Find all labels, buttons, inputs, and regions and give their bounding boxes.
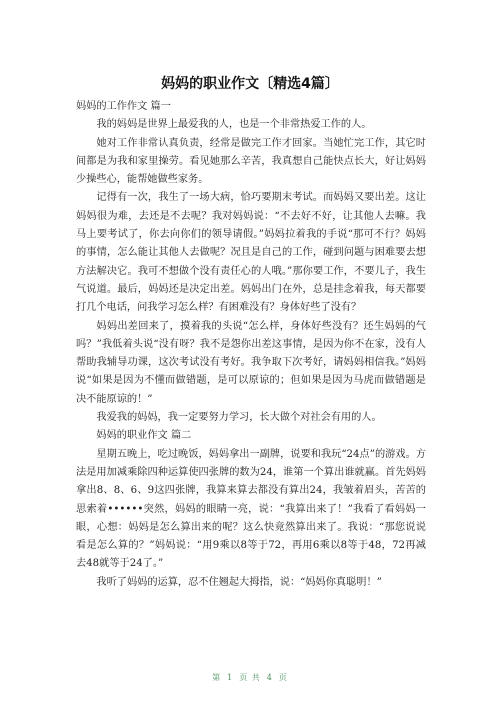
footer-prefix: 第 (212, 673, 222, 682)
footer-suffix: 页 (278, 673, 288, 682)
section-heading-1: 妈妈的工作作文 篇一 (76, 101, 171, 112)
footer-page-number: 1 (227, 673, 234, 682)
paragraph: 我爱我的妈妈，我一定要努力学习，长大做个对社会有用的人。 (96, 412, 382, 424)
footer-total-pages: 4 (266, 673, 273, 682)
section-heading-2: 妈妈的职业作文 篇二 (96, 430, 192, 442)
paragraph: 妈妈出差回来了，摸着我的头说“怎么样，身体好些没有？还生妈妈的气吗？”我低着头说“没有呀？我不是怨你出差这事情，是因为你不在家，没有人帮助我辅导功课，这次考试没有考好。我争取下次考好，请妈妈相信我。”妈妈说“如果是因为不懂而做错题，是可以原谅的；但如果是因为马虎而做错题是决不能原谅的！” (76, 320, 426, 405)
footer-middle: 页 共 (239, 673, 261, 682)
paragraph: 我的妈妈是世界上最爱我的人，也是一个非常热爱工作的人。 (96, 119, 372, 131)
paragraph: 星期五晚上，吃过晚饭，妈妈拿出一副牌，说要和我玩“24点”的游戏。方法是用加减乘除四种运算使四张牌的数为24，谁第一个算出谁就赢。首先妈妈拿出8、8、6、9这四张牌，我算来算去都没有算出24，我皱着眉头，苦苦的思索着••••••突然，妈妈的眼睛一亮，说：“我算出来了！”我看了看妈妈一眼，心想：妈妈是怎么算出来的呢？这么快竟然算出来了。我说：“那您说说看是怎么算的？”妈妈说：“用9乘以8等于72，再用6乘以8等于48，72再减去48就等于24了。” (76, 448, 426, 570)
paragraph: 她对工作非常认真负责，经常是做完工作才回家。当她忙完工作，其它时间都是为我和家里操劳。看见她那么辛苦，我真想自己能快点长大，好让妈妈少操些心，能帮她做些家务。 (76, 137, 426, 186)
document-body (76, 98, 426, 592)
document-title: 妈妈的职业作文〔精选4篇〕 (161, 76, 339, 92)
paragraph: 我听了妈妈的运算，忍不住翘起大拇指，说：“妈妈你真聪明！” (96, 576, 382, 588)
page-footer (0, 672, 500, 684)
paragraph: 记得有一次，我生了一场大病，恰巧要期末考试。而妈妈又要出差。这让妈妈很为难，去还是不去呢？我对妈妈说：“不去好不好，让其他人去嘛。我马上要考试了，你去向你们的领导请假。”妈妈拉着我的手说“那可不行？妈妈的事情，怎么能让其他人去做呢？况且是自己的工作，碰到问题与困难要去想方法解决它。我可不想做个没有责任心的人哦。”那你要工作，不要儿子，我生气说道。最后，妈妈还是决定出差。妈妈出门在外，总是挂念着我，每天都要打几个电话，问我学习怎么样？有困难没有？身体好些了没有？ (76, 192, 426, 314)
